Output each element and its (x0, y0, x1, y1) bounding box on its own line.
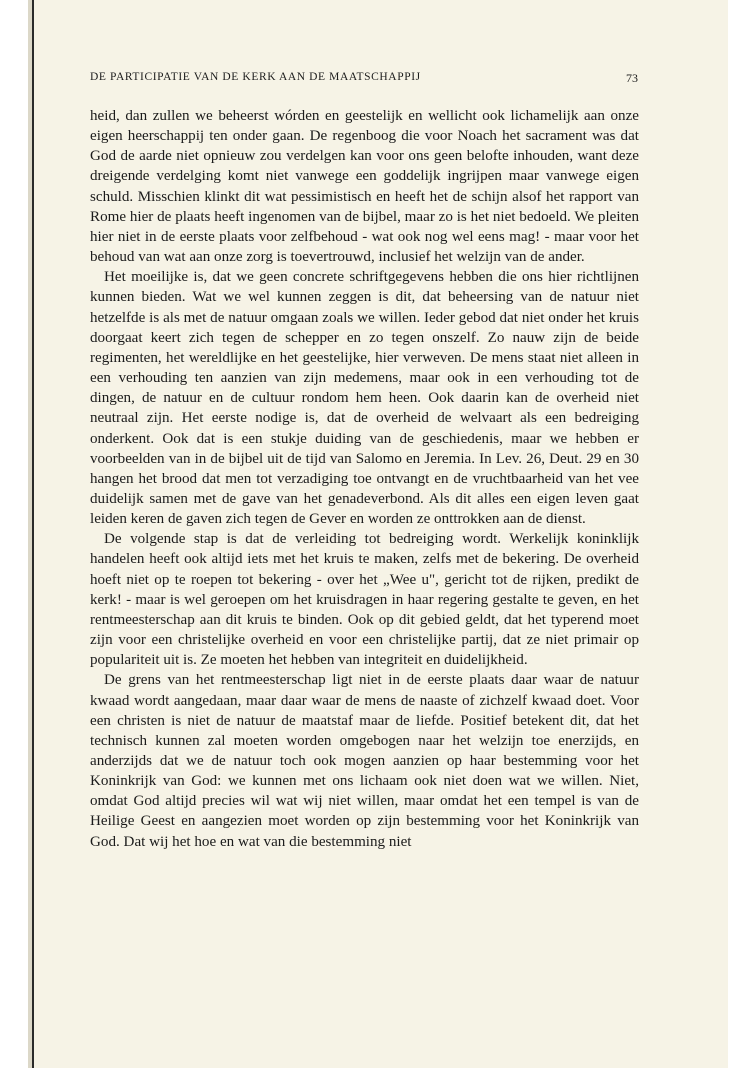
running-title: DE PARTICIPATIE VAN DE KERK AAN DE MAATSCHAPPIJ (90, 71, 421, 83)
body-text (90, 106, 639, 852)
running-head (90, 71, 638, 89)
page-number: 73 (626, 71, 638, 85)
paragraph: Het moeilijke is, dat we geen concrete schriftgegevens hebben die ons hier richtlijnen kunnen bieden. Wat we wel kunnen zeggen is dit, dat beheersing van de natuur niet hetzelfde is als met de natuur omgaan zoals we willen. Ieder gebod dat niet onder het kruis doorgaat keert zich tegen de schepper en zo tegen onszelf. Zo nauw zijn de beide regimenten, het wereldlijke en het geestelijke, hier verweven. De mens staat niet alleen in een verhouding ten aanzien van zijn medemens, maar ook in een verhouding tot de dingen, de natuur en de cultuur rondom hem heen. Ook daarin kan de overheid niet neutraal zijn. Het eerste nodige is, dat de overheid de welvaart als een bedreiging onderkent. Ook dat is een stukje duiding van de geschiedenis, maar we hebben er voorbeelden van in de bijbel uit de tijd van Salomo en Jeremia. In Lev. 26, Deut. 29 en 30 hangen het brood dat men tot verzadiging toe ontvangt en de vruchtbaarheid van het vee duidelijk samen met de gave van het genadeverbond. Als dit alles een eigen leven gaat leiden keren de gaven zich tegen de Gever en worden ze onttrokken aan de dienst. (90, 269, 639, 528)
paragraph-continued: heid, dan zullen we beheerst wórden en geestelijk en wellicht ook lichamelijk aan onze eigen heerschappij ten onder gaan. De regenboog die voor Noach het sacrament was dat God de aarde niet opnieuw zou verdelgen kan voor ons geen belofte inhouden, want deze dreigende verdelging komt niet vanwege een goddelijk ingrijpen maar vanwege eigen schuld. Misschien klinkt dit wat pessimistisch en heeft het de schijn alsof het rapport van Rome hier de plaats heeft ingenomen van de bijbel, maar zo is het niet bedoeld. We pleiten hier niet in de eerste plaats voor zelfbehoud - wat ook nog wel eens mag! - maar voor het behoud van wat aan onze zorg is toevertrouwd, inclusief het welzijn van de ander. (90, 108, 639, 266)
paragraph: De grens van het rentmeesterschap ligt niet in de eerste plaats daar waar de natuur kwaad wordt aangedaan, maar daar waar de mens de naaste of zichzelf kwaad doet. Voor een christen is niet de natuur de maatstaf maar de liefde. Positief betekent dit, dat het technisch kunnen zal moeten worden omgebogen naar het welzijn toe enerzijds, en anderzijds dat we de natuur toch ook mogen aanzien op haar bestemming voor het Koninkrijk van God: we kunnen met ons lichaam ook niet doen wat we willen. Niet, omdat God altijd precies wil wat wij niet willen, maar omdat het een tempel is van de Heilige Geest en aangezien moet worden op zijn bestemming voor het Koninkrijk van God. Dat wij het hoe en wat van die bestemming niet (90, 672, 639, 850)
paragraph: De volgende stap is dat de verleiding tot bedreiging wordt. Werkelijk koninklijk handelen heeft ook altijd iets met het kruis te maken, zelfs met de bekering. De overheid hoeft niet op te roepen tot bekering - over het „Wee u", gericht tot de rijken, predikt de kerk! - maar is wel geroepen om het kruisdragen in haar regering gestalte te geven, en het rentmeesterschap aan dit kruis te binden. Ook op dit gebied geldt, dat het typerend moet zijn voor een christelijke overheid en voor een christelijke partij, dat ze niet primair op populariteit uit is. Ze moeten het hebben van integriteit en duidelijkheid. (90, 531, 639, 669)
